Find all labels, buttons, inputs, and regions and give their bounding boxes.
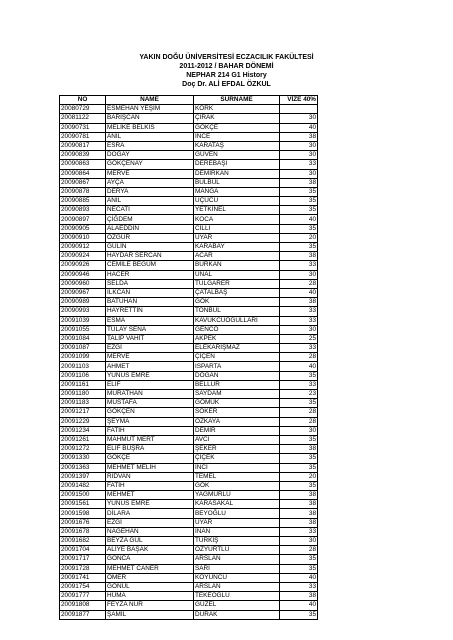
student-no-cell: 20091234 [60,426,106,435]
name-cell: MEHMET CANER [106,564,194,573]
column-header-vize: VİZE 40% [280,96,318,105]
student-no-cell: 20090817 [60,141,106,150]
name-cell: NECATİ [106,206,194,215]
surname-cell: DEMİRKAN [194,169,280,178]
vize-score-cell: 33 [280,344,318,353]
vize-score-cell: 30 [280,169,318,178]
table-row [60,132,318,141]
surname-cell: SARI [194,564,280,573]
surname-cell: BULBÜL [194,178,280,187]
student-no-cell: 20090781 [60,132,106,141]
table-row [60,362,318,371]
vize-score-cell: 28 [280,353,318,362]
vize-score-cell: 23 [280,390,318,399]
name-cell: ŞEYMA [106,417,194,426]
name-cell: HÜMA [106,592,194,601]
vize-score-cell: 33 [280,316,318,325]
student-no-cell: 20091330 [60,454,106,463]
student-no-cell: 20090863 [60,160,106,169]
name-cell: FATİH [106,481,194,490]
table-row [60,243,318,252]
student-no-cell: 20091808 [60,601,106,610]
vize-score-cell: 35 [280,371,318,380]
student-no-cell: 20091180 [60,390,106,399]
table-row [60,564,318,573]
surname-cell: DEREBAŞI [194,160,280,169]
surname-cell: UYAR [194,233,280,242]
student-no-cell: 20091099 [60,353,106,362]
table-row [60,463,318,472]
surname-cell: SAYDAM [194,390,280,399]
student-no-cell: 20091106 [60,371,106,380]
vize-score-cell: 28 [280,546,318,555]
name-cell: MELİKE BELKIS [106,123,194,132]
student-no-cell: 20090878 [60,187,106,196]
vize-score-cell: 30 [280,325,318,334]
surname-cell: BURKAN [194,261,280,270]
vize-score-cell: 35 [280,187,318,196]
table-row [60,224,318,233]
table-header-row [60,96,318,105]
table-row [60,279,318,288]
student-no-cell: 20090912 [60,243,106,252]
name-cell: NAGEHAN [106,527,194,536]
vize-score-cell: 35 [280,435,318,444]
student-no-cell: 20091704 [60,546,106,555]
student-no-cell: 20091039 [60,316,106,325]
table-row [60,472,318,481]
vize-score-cell: 33 [280,380,318,389]
vize-score-cell: 38 [280,491,318,500]
student-no-cell: 20080729 [60,105,106,114]
surname-cell: ÇIRAK [194,114,280,123]
surname-cell: ÇİÇEN [194,353,280,362]
table-row [60,141,318,150]
name-cell: HACER [106,270,194,279]
vize-score-cell: 35 [280,454,318,463]
student-no-cell: 20091777 [60,592,106,601]
surname-cell: GENCO [194,325,280,334]
student-no-cell: 20090924 [60,252,106,261]
name-cell: ESRA [106,141,194,150]
table-body [60,105,318,620]
surname-cell: GÜZEL [194,601,280,610]
surname-cell: ARSLAN [194,582,280,591]
vize-score-cell: 35 [280,610,318,619]
table-row [60,270,318,279]
surname-cell: GÖK [194,481,280,490]
table-row [60,169,318,178]
name-cell: YUNUS EMRE [106,371,194,380]
table-row [60,500,318,509]
table-row [60,325,318,334]
student-no-cell: 20091363 [60,463,106,472]
surname-cell: KÖRK [194,105,280,114]
table-row [60,197,318,206]
name-cell: DOĞAY [106,151,194,160]
name-cell: ÖMER [106,573,194,582]
name-cell: MUSTAFA [106,399,194,408]
name-cell: TALİP VAHİT [106,334,194,343]
surname-cell: SÖKER [194,408,280,417]
name-cell: ALİYE BAŞAK [106,546,194,555]
vize-score-cell: 35 [280,564,318,573]
student-no-cell: 20091754 [60,582,106,591]
vize-score-cell: 40 [280,573,318,582]
vize-score-cell: 30 [280,270,318,279]
table-row [60,288,318,297]
table-row [60,390,318,399]
vize-score-cell: 38 [280,500,318,509]
table-row [60,316,318,325]
student-no-cell: 20091561 [60,500,106,509]
surname-cell: ELEKARIŞMAZ [194,344,280,353]
table-row [60,380,318,389]
table-row [60,601,318,610]
name-cell: HAYRETTİN [106,307,194,316]
table-row [60,509,318,518]
surname-cell: TEMEL [194,472,280,481]
surname-cell: GÖMÜK [194,399,280,408]
table-row [60,518,318,527]
table-row [60,445,318,454]
surname-cell: ŞEKER [194,445,280,454]
student-no-cell: 20090839 [60,151,106,160]
name-cell: ELİF [106,380,194,389]
vize-score-cell: 35 [280,463,318,472]
name-cell: ELİF BÜŞRA [106,445,194,454]
vize-score-cell: 30 [280,114,318,123]
surname-cell: GÜVEN [194,151,280,160]
student-no-cell: 20090731 [60,123,106,132]
table-row [60,481,318,490]
vize-score-cell: 35 [280,399,318,408]
column-header-no: NO [60,96,106,105]
vize-score-cell: 33 [280,160,318,169]
faculty-title: YAKIN DOĞU ÜNİVERSİTESİ ECZACILIK FAKÜLTESİ [139,54,314,61]
surname-cell: İNCİ [194,463,280,472]
table-row [60,344,318,353]
table-row [60,537,318,546]
student-no-cell: 20091397 [60,472,106,481]
student-no-cell: 20091717 [60,555,106,564]
vize-score-cell: 35 [280,206,318,215]
name-cell: ANIL [106,197,194,206]
surname-cell: KOCA [194,215,280,224]
table-row [60,454,318,463]
surname-cell: AVCI [194,435,280,444]
surname-cell: DURAK [194,610,280,619]
table-row [60,417,318,426]
name-cell: İLKCAN [106,288,194,297]
vize-score-cell: 35 [280,243,318,252]
surname-cell: CİLLİ [194,224,280,233]
vize-score-cell: 30 [280,141,318,150]
vize-score-cell: 30 [280,537,318,546]
name-cell: RIDVAN [106,472,194,481]
table-row [60,371,318,380]
surname-cell: KOYUNCU [194,573,280,582]
surname-cell: TEKEOĞLU [194,592,280,601]
vize-score-cell: 38 [280,509,318,518]
table-row [60,105,318,114]
surname-cell: UÇUCU [194,197,280,206]
vize-score-cell: 35 [280,224,318,233]
student-no-cell: 20091161 [60,380,106,389]
table-row [60,426,318,435]
student-no-cell: 20091500 [60,491,106,500]
vize-score-cell: 20 [280,233,318,242]
vize-score-cell: 35 [280,197,318,206]
vize-score-cell: 40 [280,215,318,224]
surname-cell: BEYOĞLU [194,509,280,518]
student-no-cell: 20091087 [60,344,106,353]
table-row [60,187,318,196]
table-row [60,261,318,270]
name-cell: MERVE [106,353,194,362]
name-cell: ÖZGÜR [106,233,194,242]
name-cell: MAHMUT MERT [106,435,194,444]
surname-cell: KARATAŞ [194,141,280,150]
name-cell: ÇİĞDEM [106,215,194,224]
table-row [60,573,318,582]
name-cell: BATUHAN [106,298,194,307]
table-row [60,582,318,591]
name-cell: GONCA [106,555,194,564]
surname-cell: GÖKÇE [194,123,280,132]
student-no-cell: 20090989 [60,298,106,307]
column-header-surname: SURNAME [194,96,280,105]
name-cell: AHMET [106,362,194,371]
name-cell: FATİH [106,426,194,435]
table-row [60,491,318,500]
student-no-cell: 20091676 [60,518,106,527]
surname-cell: GÖK [194,298,280,307]
name-cell: DİLARA [106,509,194,518]
name-cell: ANIL [106,132,194,141]
student-no-cell: 20091272 [60,445,106,454]
vize-score-cell: 40 [280,362,318,371]
table-row [60,215,318,224]
vize-score-cell: 33 [280,307,318,316]
vize-score-cell: 38 [280,592,318,601]
surname-cell: MANGA [194,187,280,196]
student-no-cell: 20091678 [60,527,106,536]
student-no-cell: 20091103 [60,362,106,371]
name-cell: EZGİ [106,344,194,353]
name-cell: ŞAMİL [106,610,194,619]
student-no-cell: 20090897 [60,215,106,224]
surname-cell: ISPARTA [194,362,280,371]
instructor-name: Doç Dr. ALİ EFDAL ÖZKUL [182,81,271,88]
vize-score-cell: 38 [280,132,318,141]
student-no-cell: 20091741 [60,573,106,582]
name-cell: DERYA [106,187,194,196]
student-no-cell: 20091261 [60,435,106,444]
surname-cell: DEMİR [194,426,280,435]
table-row [60,527,318,536]
name-cell: GÖKÇEN [106,408,194,417]
surname-cell: ÖZYURTLU [194,546,280,555]
student-no-cell: 20090864 [60,169,106,178]
table-row [60,114,318,123]
surname-cell: KAVUKCUOĞULLARI [194,316,280,325]
surname-cell: İNCE [194,132,280,141]
vize-score-cell: 33 [280,582,318,591]
student-no-cell: 20090993 [60,307,106,316]
name-cell: SELDA [106,279,194,288]
vize-score-cell: 38 [280,298,318,307]
table-row [60,178,318,187]
grades-table [59,95,318,620]
student-no-cell: 20090885 [60,197,106,206]
vize-score-cell: 25 [280,334,318,343]
surname-cell: ÇİÇEK [194,454,280,463]
table-row [60,435,318,444]
surname-cell: ÖZKAYA [194,417,280,426]
vize-score-cell: 38 [280,518,318,527]
vize-score-cell: 28 [280,417,318,426]
table-row [60,123,318,132]
surname-cell: TÜRKİŞ [194,537,280,546]
surname-cell: ACAR [194,252,280,261]
table-row [60,353,318,362]
name-cell: ALAEDDİN [106,224,194,233]
vize-score-cell: 38 [280,252,318,261]
vize-score-cell: 20 [280,472,318,481]
vize-score-cell: 35 [280,555,318,564]
student-no-cell: 20090946 [60,270,106,279]
table-row [60,206,318,215]
vize-score-cell: 33 [280,261,318,270]
student-no-cell: 20081122 [60,114,106,123]
surname-cell: DOĞAN [194,371,280,380]
vize-score-cell: 28 [280,279,318,288]
table-row [60,307,318,316]
table-row [60,334,318,343]
surname-cell: ÇATALBAŞ [194,288,280,297]
vize-score-cell [280,105,318,114]
surname-cell: ARSLAN [194,555,280,564]
vize-score-cell: 28 [280,408,318,417]
student-no-cell: 20091728 [60,564,106,573]
table-row [60,151,318,160]
student-no-cell: 20091598 [60,509,106,518]
student-no-cell: 20090867 [60,178,106,187]
name-cell: MEHMET MELİH [106,463,194,472]
term-title: 2011-2012 / BAHAR DÖNEMİ [179,63,274,70]
name-cell: HAYDAR SERCAN [106,252,194,261]
table-row [60,298,318,307]
surname-cell: YAĞMURLU [194,491,280,500]
name-cell: GÖKÇE [106,454,194,463]
vize-score-cell: 30 [280,426,318,435]
vize-score-cell: 40 [280,601,318,610]
surname-cell: İNAN [194,527,280,536]
table-row [60,610,318,619]
surname-cell: BELLUR [194,380,280,389]
vize-score-cell: 33 [280,527,318,536]
name-cell: CEMİLE BEGÜM [106,261,194,270]
student-no-cell: 20091183 [60,399,106,408]
document-header [0,53,453,89]
name-cell: FEYZA NUR [106,601,194,610]
student-no-cell: 20090926 [60,261,106,270]
table-row [60,399,318,408]
student-no-cell: 20090967 [60,288,106,297]
table-row [60,160,318,169]
name-cell: MERVE [106,169,194,178]
student-no-cell: 20090910 [60,233,106,242]
name-cell: TÜLAY SENA [106,325,194,334]
name-cell: GÖKÇENAY [106,160,194,169]
surname-cell: AKPEK [194,334,280,343]
name-cell: GÖNÜL [106,582,194,591]
table-row [60,233,318,242]
name-cell: YUNUS EMRE [106,500,194,509]
course-title: NEPHAR 214 G1 History [186,72,267,79]
name-cell: EZGİ [106,518,194,527]
surname-cell: YETKİNEL [194,206,280,215]
table-row [60,252,318,261]
surname-cell: ÜNAL [194,270,280,279]
surname-cell: KARASAKAL [194,500,280,509]
name-cell: ESMA [106,316,194,325]
vize-score-cell: 38 [280,445,318,454]
name-cell: GÜLİN [106,243,194,252]
vize-score-cell: 40 [280,123,318,132]
student-no-cell: 20091877 [60,610,106,619]
student-no-cell: 20090893 [60,206,106,215]
student-no-cell: 20091217 [60,408,106,417]
table-row [60,555,318,564]
name-cell: BEYZA GÜL [106,537,194,546]
surname-cell: KARABAY [194,243,280,252]
student-no-cell: 20091084 [60,334,106,343]
surname-cell: TULGARER [194,279,280,288]
vize-score-cell: 38 [280,178,318,187]
vize-score-cell: 40 [280,288,318,297]
name-cell: ESMEHAN YEŞİM [106,105,194,114]
student-no-cell: 20091682 [60,537,106,546]
table-row [60,592,318,601]
vize-score-cell: 35 [280,481,318,490]
student-no-cell: 20091055 [60,325,106,334]
surname-cell: UYAR [194,518,280,527]
student-no-cell: 20090905 [60,224,106,233]
table-row [60,408,318,417]
column-header-name: NAME [106,96,194,105]
vize-score-cell: 30 [280,151,318,160]
student-no-cell: 20090960 [60,279,106,288]
name-cell: MURATHAN [106,390,194,399]
name-cell: MEHMET [106,491,194,500]
student-no-cell: 20091229 [60,417,106,426]
surname-cell: TONBUL [194,307,280,316]
table-row [60,546,318,555]
name-cell: AYÇA [106,178,194,187]
name-cell: BARIŞCAN [106,114,194,123]
student-no-cell: 20091482 [60,481,106,490]
